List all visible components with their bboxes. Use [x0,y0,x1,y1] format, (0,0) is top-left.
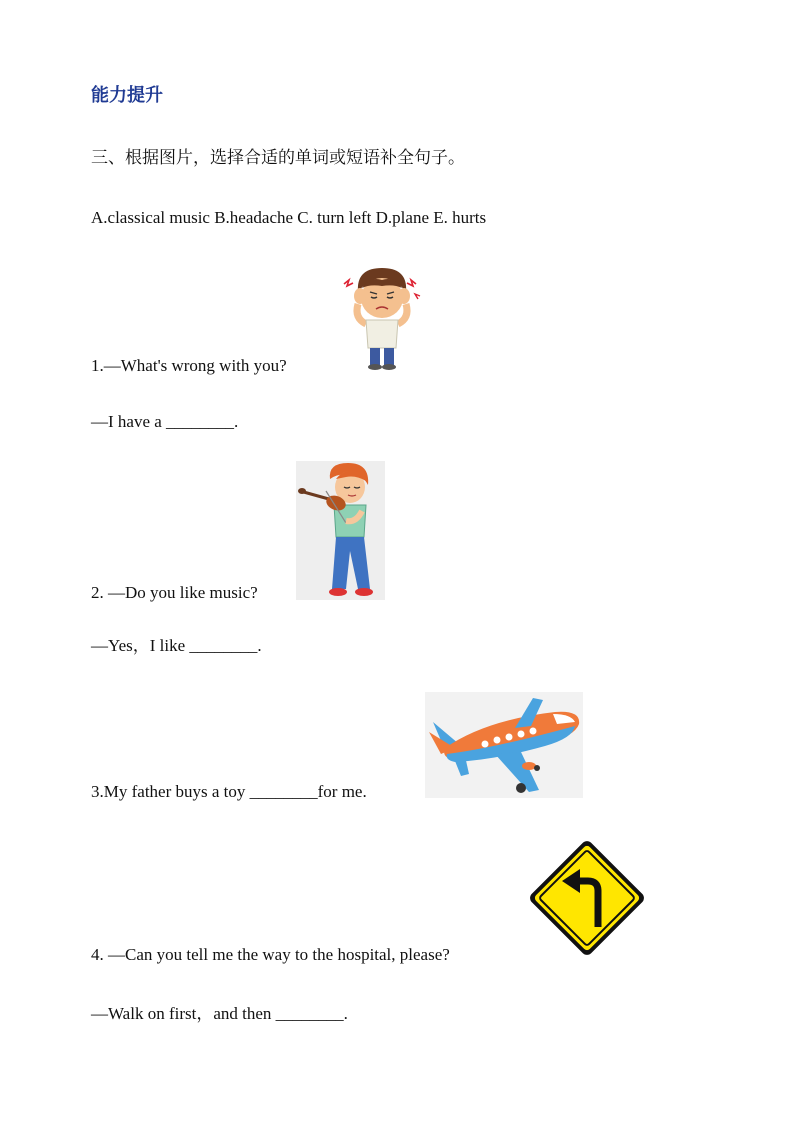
instruction-text: 三、根据图片，选择合适的单词或短语补全句子。 [91,148,465,168]
question-1-answer: —I have a ________. [91,412,239,431]
question-4-answer: —Walk on first，and then ________. [91,1004,348,1023]
question-2-prompt: 2. —Do you like music? [91,583,258,602]
question-2-answer: —Yes，I like ________. [91,636,262,655]
headache-boy-illustration [336,262,428,370]
violin-boy-illustration [296,461,385,600]
turn-left-sign-icon [524,835,650,961]
toy-plane-illustration [425,692,583,798]
question-1-prompt: 1.—What's wrong with you? [91,356,287,375]
question-4-prompt: 4. —Can you tell me the way to the hospital, please? [91,945,450,964]
question-3-prompt: 3.My father buys a toy ________for me. [91,782,367,801]
options-line: A.classical music B.headache C. turn left D.plane E. hurts [91,208,487,227]
section-heading: 能力提升 [91,85,163,106]
